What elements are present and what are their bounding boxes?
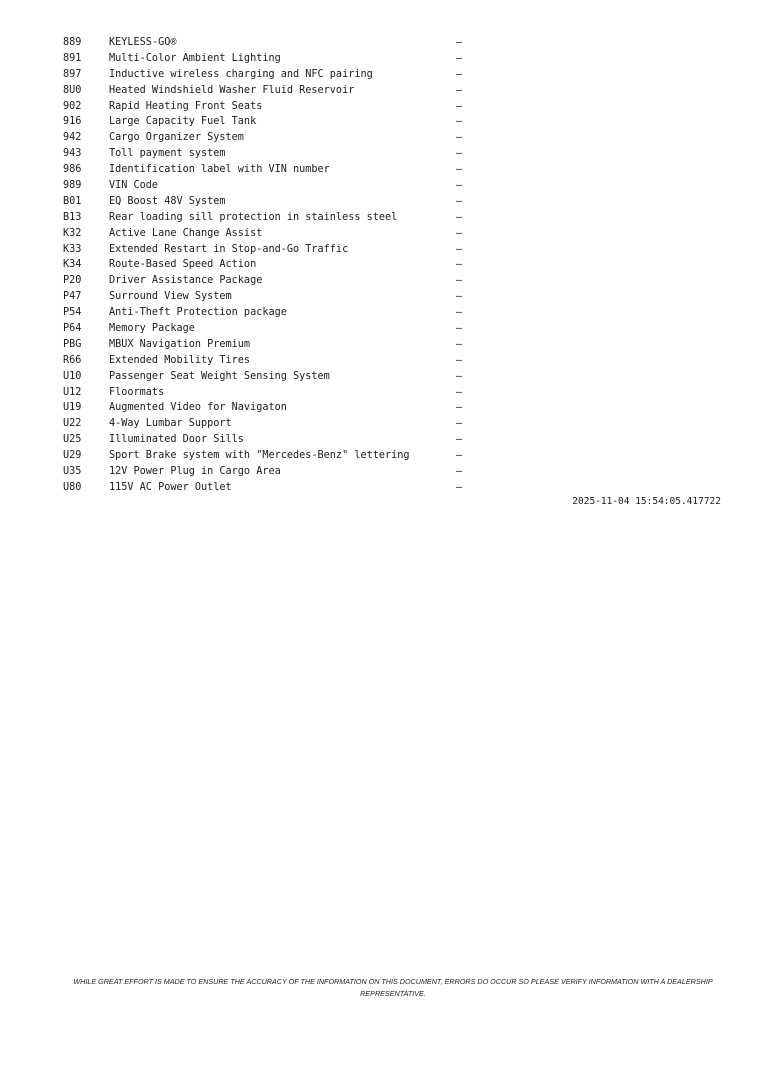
option-description: VIN Code	[109, 180, 159, 192]
option-code: P64	[63, 323, 82, 335]
option-description: EQ Boost 48V System	[109, 195, 226, 207]
option-code: P47	[63, 291, 82, 303]
option-description: Rapid Heating Front Seats	[109, 100, 263, 112]
option-description: Active Lane Change Assist	[109, 227, 263, 239]
option-row	[63, 130, 483, 146]
option-row	[63, 210, 483, 226]
option-code: R66	[63, 354, 82, 366]
option-code: U19	[63, 402, 82, 414]
option-code: B13	[63, 211, 82, 223]
option-code: 891	[63, 52, 82, 64]
option-description: 115V AC Power Outlet	[109, 481, 232, 493]
option-code: K32	[63, 227, 82, 239]
option-code: U35	[63, 466, 82, 478]
option-description: Multi-Color Ambient Lighting	[109, 52, 281, 64]
option-row	[63, 162, 483, 178]
option-row	[63, 305, 483, 321]
option-description: Surround View System	[109, 291, 232, 303]
option-code: U25	[63, 434, 82, 446]
disclaimer-footer: WHILE GREAT EFFORT IS MADE TO ENSURE THE ACCURACY OF THE INFORMATION ON THIS DOCUMENT, ERRORS DO OCCUR SO PLEASE VERIFY INFORMATION WITH A DEALERSHIP REPRESENTATIVE.	[73, 977, 713, 998]
option-description: Memory Package	[109, 323, 195, 335]
option-row	[63, 416, 483, 432]
option-description: Extended Mobility Tires	[109, 354, 251, 366]
option-row	[63, 448, 483, 464]
option-value: —	[456, 338, 463, 350]
option-row	[63, 337, 483, 353]
option-row	[63, 194, 483, 210]
option-code: 943	[63, 148, 82, 160]
option-description: Floormats	[109, 386, 165, 398]
option-value: —	[456, 100, 463, 112]
option-description: Passenger Seat Weight Sensing System	[109, 370, 330, 382]
option-code: P54	[63, 307, 82, 319]
option-row	[63, 67, 483, 83]
option-row	[63, 226, 483, 242]
option-code: K33	[63, 243, 82, 255]
option-row	[63, 464, 483, 480]
option-value: —	[456, 370, 463, 382]
print-timestamp: 2025-11-04 15:54:05.417722	[572, 496, 721, 507]
option-value: —	[456, 259, 463, 271]
option-description: MBUX Navigation Premium	[109, 338, 251, 350]
option-row	[63, 114, 483, 130]
option-description: Anti-Theft Protection package	[109, 307, 287, 319]
option-value: —	[456, 180, 463, 192]
option-row	[63, 321, 483, 337]
option-value: —	[456, 354, 463, 366]
option-row	[63, 385, 483, 401]
option-description: Illuminated Door Sills	[109, 434, 244, 446]
option-row	[63, 146, 483, 162]
option-description: Inductive wireless charging and NFC pairing	[109, 68, 373, 80]
option-code: B01	[63, 195, 82, 207]
option-row	[63, 257, 483, 273]
option-row	[63, 369, 483, 385]
option-code: 897	[63, 68, 82, 80]
option-value: —	[456, 481, 463, 493]
option-description: Driver Assistance Package	[109, 275, 263, 287]
option-code: P20	[63, 275, 82, 287]
option-code: 986	[63, 164, 82, 176]
option-value: —	[456, 68, 463, 80]
option-value: —	[456, 37, 463, 48]
option-description: Cargo Organizer System	[109, 132, 244, 144]
option-value: —	[456, 434, 463, 446]
option-value: —	[456, 84, 463, 96]
option-value: —	[456, 275, 463, 287]
option-code: 889	[63, 37, 82, 48]
option-code: PBG	[63, 338, 82, 350]
option-value: —	[456, 211, 463, 223]
options-list	[63, 35, 483, 496]
option-value: —	[456, 386, 463, 398]
option-code: U12	[63, 386, 82, 398]
option-description: Sport Brake system with "Mercedes-Benz" lettering	[109, 450, 410, 462]
option-code: U80	[63, 481, 82, 493]
option-description: Identification label with VIN number	[109, 164, 330, 176]
option-code: U10	[63, 370, 82, 382]
option-value: —	[456, 164, 463, 176]
option-row	[63, 242, 483, 258]
option-description: Extended Restart in Stop-and-Go Traffic	[109, 243, 349, 255]
option-description: Heated Windshield Washer Fluid Reservoir	[109, 84, 355, 96]
option-description: Rear loading sill protection in stainless steel	[109, 211, 398, 223]
option-description: Large Capacity Fuel Tank	[109, 116, 257, 128]
option-value: —	[456, 307, 463, 319]
option-description: 12V Power Plug in Cargo Area	[109, 466, 281, 478]
option-value: —	[456, 323, 463, 335]
option-code: 902	[63, 100, 82, 112]
option-description: Toll payment system	[109, 148, 226, 160]
option-row	[63, 51, 483, 67]
option-row	[63, 273, 483, 289]
option-row	[63, 83, 483, 99]
option-value: —	[456, 291, 463, 303]
option-description: KEYLESS-GO®	[109, 37, 177, 48]
option-row	[63, 353, 483, 369]
option-value: —	[456, 402, 463, 414]
option-code: K34	[63, 259, 82, 271]
option-row	[63, 99, 483, 115]
option-row	[63, 35, 483, 51]
option-row	[63, 178, 483, 194]
option-row	[63, 289, 483, 305]
option-value: —	[456, 418, 463, 430]
option-value: —	[456, 195, 463, 207]
option-row	[63, 432, 483, 448]
option-value: —	[456, 52, 463, 64]
option-description: Augmented Video for Navigaton	[109, 402, 287, 414]
option-value: —	[456, 227, 463, 239]
option-row	[63, 480, 483, 496]
option-value: —	[456, 148, 463, 160]
option-description: 4-Way Lumbar Support	[109, 418, 232, 430]
option-code: U29	[63, 450, 82, 462]
option-value: —	[456, 466, 463, 478]
option-value: —	[456, 243, 463, 255]
option-code: 942	[63, 132, 82, 144]
option-code: U22	[63, 418, 82, 430]
option-value: —	[456, 450, 463, 462]
option-description: Route-Based Speed Action	[109, 259, 257, 271]
option-value: —	[456, 132, 463, 144]
option-row	[63, 400, 483, 416]
option-code: 989	[63, 180, 82, 192]
option-code: 8U0	[63, 84, 82, 96]
option-code: 916	[63, 116, 82, 128]
option-value: —	[456, 116, 463, 128]
